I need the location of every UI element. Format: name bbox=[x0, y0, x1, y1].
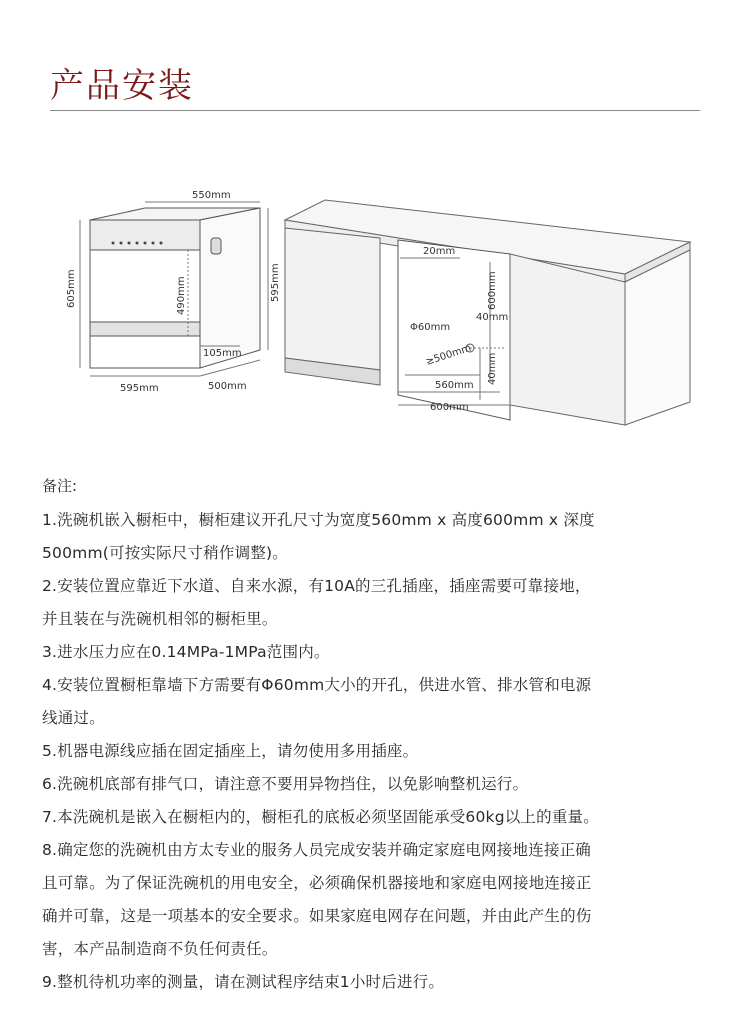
dim-opening-height: 600mm bbox=[487, 271, 498, 310]
dim-hole: Φ60mm bbox=[410, 322, 451, 333]
note-line: 7.本洗碗机是嵌入在橱柜内的，橱柜孔的底板必须坚固能承受60kg以上的重量。 bbox=[42, 808, 599, 826]
dim-top-width: 550mm bbox=[192, 190, 231, 201]
note-line: 4.安装位置橱柜靠墙下方需要有Φ60mm大小的开孔，供进水管、排水管和电源 bbox=[42, 676, 592, 694]
note-line: 1.洗碗机嵌入橱柜中，橱柜建议开孔尺寸为宽度560mm x 高度600mm x 深度 bbox=[42, 511, 595, 529]
dim-depth-min: ≥500mm bbox=[424, 342, 473, 368]
dim-front-width: 595mm bbox=[120, 383, 159, 394]
note-line: 确并可靠，这是一项基本的安全要求。如果家庭电网存在问题，并由此产生的伤 bbox=[42, 907, 592, 925]
installation-diagram bbox=[40, 170, 720, 445]
dim-inner-width: 560mm bbox=[435, 380, 474, 391]
dim-right-height: 595mm bbox=[270, 263, 281, 302]
note-line: 8.确定您的洗碗机由方太专业的服务人员完成安装并确定家庭电网接地连接正确 bbox=[42, 841, 591, 859]
dim-bottom-gap: 105mm bbox=[203, 348, 242, 359]
note-line: 9.整机待机功率的测量，请在测试程序结束1小时后进行。 bbox=[42, 973, 445, 991]
note-line: 5.机器电源线应插在固定插座上，请勿使用多用插座。 bbox=[42, 742, 419, 760]
notes-section bbox=[42, 470, 712, 999]
note-line: 且可靠。为了保证洗碗机的用电安全，必须确保机器接地和家庭电网接地连接正 bbox=[42, 874, 592, 892]
note-line: 6.洗碗机底部有排气口，请注意不要用异物挡住，以免影响整机运行。 bbox=[42, 775, 529, 793]
note-line: 2.安装位置应靠近下水道、自来水源，有10A的三孔插座，插座需要可靠接地， bbox=[42, 577, 591, 595]
dim-hole-offset-y: 40mm bbox=[487, 352, 498, 385]
dim-hole-offset-x: 40mm bbox=[476, 312, 509, 323]
note-line: 并且装在与洗碗机相邻的橱柜里。 bbox=[42, 610, 278, 628]
note-line: 害，本产品制造商不负任何责任。 bbox=[42, 940, 278, 958]
notes-heading: 备注: bbox=[42, 477, 78, 495]
dim-depth: 500mm bbox=[208, 381, 247, 392]
header-divider bbox=[50, 110, 700, 111]
note-line: 3.进水压力应在0.14MPa-1MPa范围内。 bbox=[42, 643, 330, 661]
page-header bbox=[50, 58, 194, 107]
dim-top-gap: 20mm bbox=[423, 246, 456, 257]
note-line: 500mm(可按实际尺寸稍作调整)。 bbox=[42, 544, 288, 562]
dim-inner-height: 490mm bbox=[176, 276, 187, 315]
note-line: 线通过。 bbox=[42, 709, 105, 727]
dim-height-outer: 605mm bbox=[66, 269, 77, 308]
page-title: 产品安装 bbox=[50, 66, 194, 106]
dim-outer-width: 600mm bbox=[430, 402, 469, 413]
